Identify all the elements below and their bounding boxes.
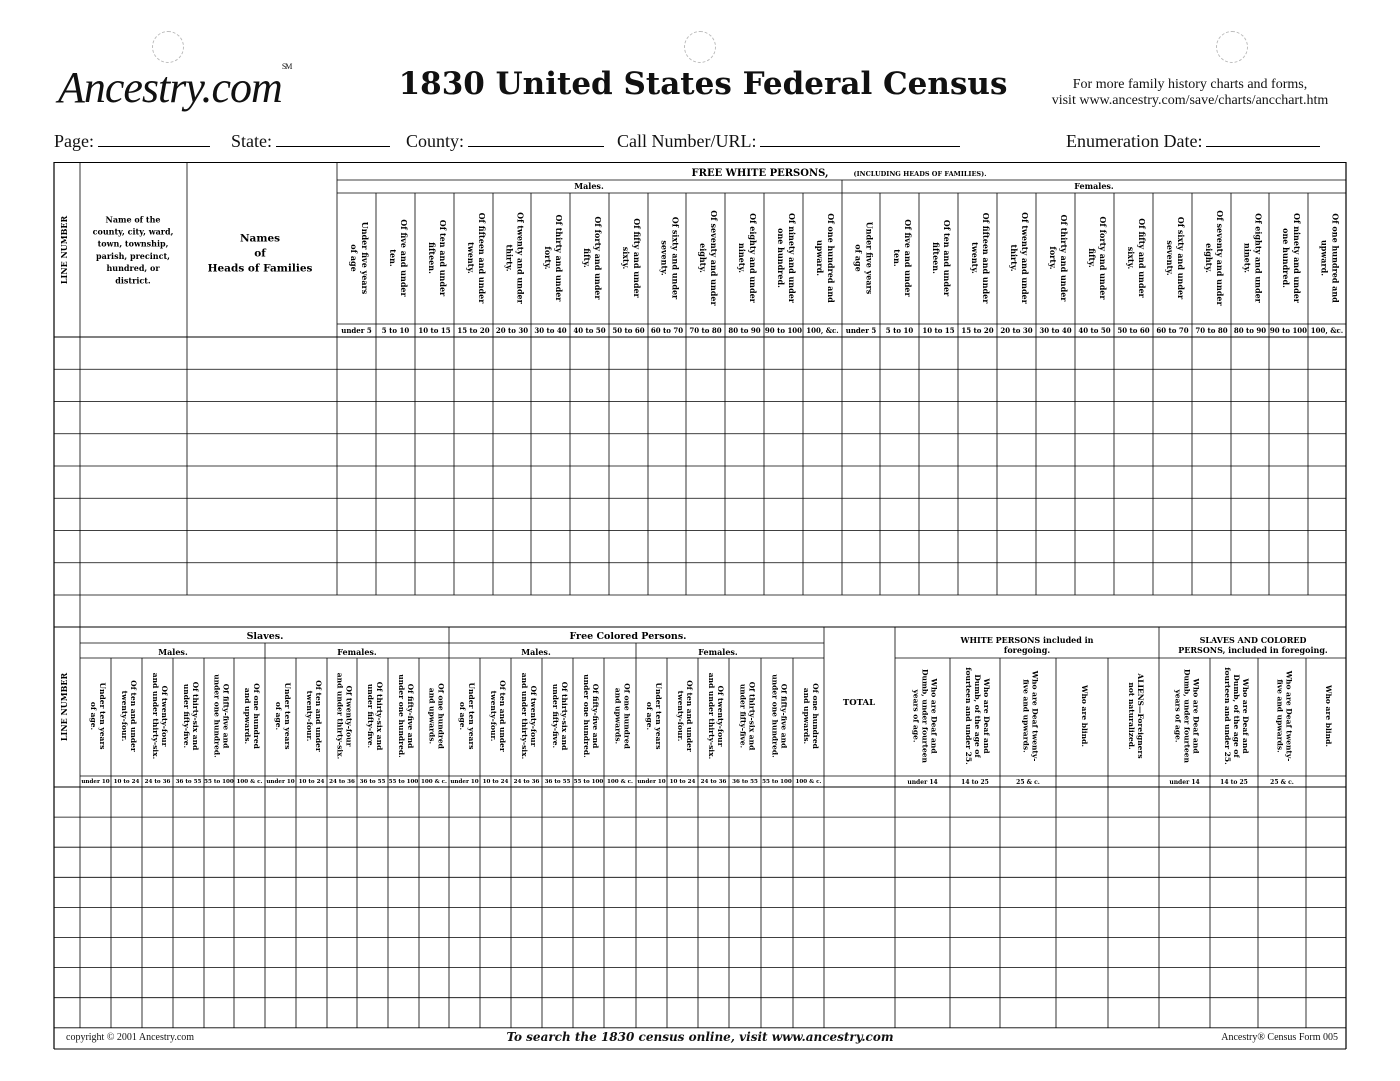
- age-code: 70 to 80: [689, 326, 722, 335]
- age-code: 90 to 100: [1269, 326, 1308, 335]
- age-column-header: twenty-four.: [120, 690, 129, 742]
- white-included-column: not naturalized.: [1127, 682, 1136, 750]
- age-column-header: twenty.: [466, 242, 476, 274]
- age-column-header: Of ninety and under: [787, 213, 797, 303]
- slaves-included-column: five and upwards.: [1275, 679, 1285, 753]
- age-column-header: fifteen.: [931, 242, 941, 274]
- age-column-header: under fifty-five.: [738, 683, 748, 749]
- age-column-header: of age.: [274, 701, 283, 731]
- age-code: 55 to 100: [762, 779, 792, 785]
- age-column-header: thirty.: [504, 244, 515, 272]
- age-column-header: Of twenty and under: [1020, 212, 1030, 304]
- age-column-header: Under ten years: [467, 682, 476, 750]
- age-column-header: ninety.: [737, 243, 747, 273]
- age-column-header: Of forty and under: [593, 216, 603, 300]
- age-code: 30 to 40: [534, 326, 567, 335]
- age-column-header: Of one hundred: [811, 683, 820, 749]
- white-included-column: Dumb, under fourteen: [920, 669, 930, 763]
- age-column-header: fifteen.: [427, 242, 437, 274]
- age-column-header: Of fifty-five and: [591, 683, 600, 749]
- age-column-header: eighty.: [698, 243, 708, 273]
- age-column-header: Of fifty-five and: [406, 683, 415, 749]
- age-column-header: and upwards.: [613, 687, 623, 745]
- age-column-header: Of twenty-four: [716, 685, 725, 747]
- age-column-header: under fifty-five.: [366, 683, 375, 749]
- age-column-header: Of thirty and under: [1059, 214, 1069, 302]
- white-included-column: Who are Deaf and: [929, 678, 939, 754]
- age-code: 24 to 36: [144, 779, 171, 785]
- age-column-header: Of twenty-four: [344, 685, 354, 747]
- age-column-header: Of fifty-five and: [221, 683, 231, 749]
- slaves-colored-header: PERSONS, included in foregoing.: [1178, 644, 1328, 655]
- free-colored-header: Free Colored Persons.: [569, 631, 687, 642]
- page-title: 1830 United States Federal Census: [398, 66, 1008, 102]
- total-header: TOTAL: [842, 698, 876, 708]
- place-header: town, township,: [97, 238, 169, 249]
- females-header: Females.: [337, 647, 377, 657]
- age-code: 10 to 24: [482, 779, 509, 785]
- age-code: 60 to 70: [1156, 326, 1189, 335]
- white-included-column: five and upwards.: [1021, 679, 1031, 753]
- age-column-header: forty.: [543, 246, 553, 270]
- age-column-header: Of eighty and under: [1253, 213, 1264, 303]
- age-column-header: ten.: [388, 249, 398, 267]
- white-included-column: years of age.: [911, 689, 921, 743]
- age-column-header: and under thirty-six.: [151, 672, 160, 760]
- line-number-header: LINE NUMBER: [59, 215, 69, 285]
- age-code: under 5: [341, 326, 372, 335]
- age-column-header: under one hundred.: [770, 674, 780, 758]
- age-column-header: Of one hundred: [252, 683, 261, 749]
- age-code: 36 to 55: [175, 779, 202, 785]
- slaves-included-column: years of age.: [1173, 689, 1183, 743]
- age-code: 5 to 10: [381, 326, 410, 335]
- age-column-header: Of five and under: [903, 219, 913, 297]
- age-code: under 14: [1169, 779, 1200, 786]
- age-column-header: ten.: [892, 249, 902, 267]
- age-column-header: sixty.: [1126, 246, 1136, 270]
- top-rule: [54, 162, 1346, 163]
- age-code: 20 to 30: [1000, 326, 1033, 335]
- age-code: 30 to 40: [1039, 326, 1072, 335]
- males-header: Males.: [521, 647, 551, 657]
- age-column-header: twenty-four.: [305, 690, 314, 742]
- males-header: Males.: [574, 181, 604, 191]
- age-code: under 10: [637, 779, 666, 785]
- age-code: 55 to 100: [573, 779, 604, 785]
- age-column-header: Under ten years: [654, 682, 663, 750]
- age-column-header: Of fifteen and under: [981, 212, 991, 304]
- logo-text: Ancestry.com: [58, 63, 282, 112]
- page-label: Page:: [54, 131, 94, 151]
- age-code: 36 to 55: [732, 779, 758, 785]
- age-code: under 10: [81, 779, 110, 785]
- age-code: 100 & c.: [607, 779, 633, 785]
- age-code: 55 to 100: [204, 779, 234, 785]
- place-header: county, city, ward,: [92, 226, 174, 237]
- age-column-header: Of thirty-six and: [560, 681, 569, 751]
- males-header: Males.: [158, 647, 188, 657]
- white-included-column: fourteen and under 25.: [964, 667, 973, 765]
- age-column-header: forty.: [1048, 246, 1058, 270]
- age-code: 24 to 36: [700, 779, 727, 785]
- age-column-header: Of one hundred and: [826, 213, 836, 303]
- age-column-header: of age.: [458, 701, 467, 731]
- age-column-header: and under thirty-six.: [520, 672, 529, 760]
- age-column-header: of age: [853, 244, 864, 272]
- age-column-header: fifty.: [1087, 248, 1097, 268]
- age-column-header: Of thirty and under: [554, 214, 564, 302]
- free-white-subtitle: (INCLUDING HEADS OF FAMILIES).: [853, 170, 987, 178]
- age-column-header: Of eighty and under: [748, 213, 758, 303]
- slaves-colored-header: SLAVES AND COLORED: [1199, 634, 1307, 645]
- age-column-header: and under thirty-six.: [707, 672, 716, 760]
- age-code: 10 to 24: [669, 779, 696, 785]
- age-column-header: twenty.: [970, 242, 980, 274]
- age-code: 100 & c.: [236, 779, 263, 785]
- age-code: 100 & c.: [795, 779, 822, 785]
- age-column-header: Of seventy and under: [1215, 210, 1225, 306]
- age-code: 24 to 36: [329, 779, 355, 785]
- enumeration-date-label: Enumeration Date:: [1066, 131, 1203, 151]
- age-column-header: thirty.: [1009, 244, 1019, 272]
- age-column-header: Of sixty and under: [1176, 216, 1186, 300]
- white-included-column: Who are Deaf and: [982, 678, 991, 754]
- age-code: 10 to 24: [298, 779, 325, 785]
- call-number-label: Call Number/URL:: [617, 131, 757, 151]
- age-column-header: seventy.: [659, 240, 670, 276]
- place-header: parish, precinct,: [96, 250, 170, 261]
- age-code: 100, &c.: [806, 326, 839, 335]
- age-column-header: sixty.: [621, 246, 631, 270]
- age-code: 14 to 25: [1220, 779, 1248, 786]
- age-column-header: upward.: [1319, 239, 1330, 277]
- age-code: 100, &c.: [1310, 326, 1344, 335]
- age-column-header: Of fifty and under: [1137, 218, 1147, 298]
- place-header: district.: [115, 275, 151, 286]
- age-column-header: Of twenty-four: [529, 685, 538, 747]
- county-label: County:: [406, 131, 465, 151]
- age-column-header: Of one hundred: [436, 683, 446, 749]
- white-persons-header: WHITE PERSONS included in: [960, 634, 1094, 645]
- age-column-header: Under five years: [360, 221, 370, 295]
- age-code: 36 to 55: [359, 779, 386, 785]
- place-header: Name of the: [105, 214, 161, 225]
- slaves-included-column: Dumb, of the age of: [1232, 674, 1241, 758]
- age-code: 10 to 15: [418, 326, 451, 335]
- age-code: 80 to 90: [1233, 326, 1267, 335]
- age-code: under 5: [845, 326, 877, 335]
- age-code: under 14: [907, 779, 938, 786]
- age-column-header: Under five years: [864, 221, 875, 295]
- age-column-header: Under ten years: [98, 682, 107, 750]
- white-included-column: Who are Deaf twenty-: [1030, 670, 1040, 762]
- age-code: 10 to 24: [113, 779, 140, 785]
- age-code: 15 to 20: [457, 326, 490, 335]
- age-code: 20 to 30: [495, 326, 529, 335]
- females-header: Females.: [698, 647, 738, 657]
- age-column-header: Of fifteen and under: [477, 212, 487, 304]
- age-code: 40 to 50: [1078, 326, 1111, 335]
- age-code: 36 to 55: [544, 779, 571, 785]
- age-column-header: Under ten years: [283, 682, 292, 750]
- age-code: 100 & c.: [421, 779, 447, 785]
- copyright: copyright © 2001 Ancestry.com: [66, 1032, 195, 1043]
- age-column-header: Of ninety and under: [1292, 213, 1302, 303]
- age-column-header: upward.: [815, 239, 825, 277]
- more-info-line: For more family history charts and forms,: [1072, 77, 1308, 92]
- age-column-header: Of ten and under: [129, 680, 138, 752]
- age-code: 70 to 80: [1195, 326, 1228, 335]
- age-column-header: Of thirty-six and: [191, 681, 200, 751]
- white-included-column: Dumb, of the age of: [973, 674, 982, 758]
- slaves-included-column: fourteen and under 25.: [1223, 667, 1232, 765]
- white-included-column: ALIENS—Foreigners: [1136, 673, 1145, 759]
- age-column-header: fifty.: [582, 248, 592, 268]
- age-column-header: under one hundred.: [397, 674, 406, 758]
- age-column-header: Of fifty-five and: [779, 683, 789, 749]
- age-code: 40 to 50: [573, 326, 606, 335]
- age-code: 25 & c.: [1016, 779, 1040, 786]
- age-column-header: twenty-four.: [489, 690, 498, 742]
- white-persons-header: foregoing.: [1003, 644, 1051, 655]
- age-code: 50 to 60: [612, 326, 645, 335]
- age-code: 24 to 36: [513, 779, 540, 785]
- age-code: 55 to 100: [388, 779, 419, 785]
- age-column-header: Of twenty-four: [160, 685, 169, 747]
- age-code: 15 to 20: [961, 326, 994, 335]
- place-header: hundred, or: [106, 263, 160, 274]
- age-column-header: twenty-four.: [676, 690, 685, 742]
- age-code: 25 & c.: [1270, 779, 1294, 786]
- age-column-header: Of sixty and under: [670, 216, 681, 300]
- age-code: 80 to 90: [728, 326, 761, 335]
- slaves-header: Slaves.: [246, 631, 284, 642]
- age-column-header: Of thirty-six and: [747, 681, 757, 751]
- age-column-header: one hundred.: [776, 228, 786, 288]
- age-column-header: Of one hundred and: [1330, 213, 1341, 303]
- age-column-header: Of ten and under: [685, 680, 694, 752]
- age-column-header: and under thirty-six.: [335, 672, 345, 760]
- age-column-header: ninety.: [1242, 243, 1253, 273]
- age-column-header: and upwards.: [427, 687, 437, 745]
- age-column-header: Of ten and under: [314, 680, 323, 752]
- age-column-header: of age.: [645, 701, 654, 731]
- age-column-header: one hundred.: [1281, 228, 1291, 288]
- age-column-header: Of seventy and under: [709, 210, 719, 306]
- females-header: Females.: [1074, 181, 1114, 191]
- slaves-included-column: Who are Deaf and: [1241, 678, 1250, 754]
- names-header: Heads of Families: [207, 262, 313, 275]
- age-code: 14 to 25: [961, 779, 989, 786]
- age-column-header: of age: [349, 244, 359, 272]
- age-code: 60 to 70: [650, 326, 684, 335]
- age-column-header: Of fifty and under: [632, 218, 642, 298]
- search-note: To search the 1830 census online, visit www.ancestry.com: [506, 1030, 894, 1044]
- age-code: under 10: [266, 779, 295, 785]
- slaves-included-column: Who are Deaf and: [1191, 678, 1201, 754]
- age-column-header: Of thirty-six and: [375, 681, 384, 751]
- age-column-header: seventy.: [1165, 240, 1175, 276]
- age-column-header: under fifty-five.: [551, 683, 560, 749]
- white-included-column: Who are blind.: [1080, 685, 1089, 747]
- logo-mark: SM: [281, 62, 292, 71]
- age-code: 90 to 100: [764, 326, 803, 335]
- age-code: 50 to 60: [1117, 326, 1150, 335]
- age-column-header: and upwards.: [802, 687, 811, 745]
- age-column-header: Of forty and under: [1098, 216, 1108, 300]
- age-column-header: Of ten and under: [942, 219, 952, 297]
- age-column-header: under fifty-five.: [182, 683, 191, 749]
- line-number-header: LINE NUMBER: [59, 672, 69, 742]
- slaves-included-column: Who are blind.: [1324, 685, 1333, 747]
- slaves-included-column: Dumb, under fourteen: [1182, 669, 1192, 763]
- slaves-included-column: Who are Deaf twenty-: [1284, 670, 1294, 762]
- age-column-header: Of twenty and under: [515, 212, 526, 304]
- age-column-header: Of five and under: [399, 219, 409, 297]
- age-column-header: Of one hundred: [622, 683, 632, 749]
- age-column-header: of age.: [89, 701, 98, 731]
- names-header: of: [254, 247, 266, 260]
- age-code: 10 to 15: [922, 326, 955, 335]
- names-header: Names: [239, 232, 281, 245]
- age-column-header: Of ten and under: [438, 219, 448, 297]
- free-white-title: FREE WHITE PERSONS,: [691, 168, 829, 179]
- age-column-header: eighty.: [1204, 243, 1214, 273]
- age-column-header: Of ten and under: [498, 680, 507, 752]
- more-info-line: visit www.ancestry.com/save/charts/ancchart.htm: [1051, 93, 1329, 108]
- state-label: State:: [231, 131, 272, 151]
- age-column-header: under one hundred.: [212, 674, 222, 758]
- age-code: under 10: [450, 779, 479, 785]
- age-column-header: under one hundred.: [582, 674, 591, 758]
- age-column-header: and upwards.: [243, 687, 252, 745]
- form-number: Ancestry® Census Form 005: [1221, 1032, 1338, 1043]
- age-code: 5 to 10: [885, 326, 914, 335]
